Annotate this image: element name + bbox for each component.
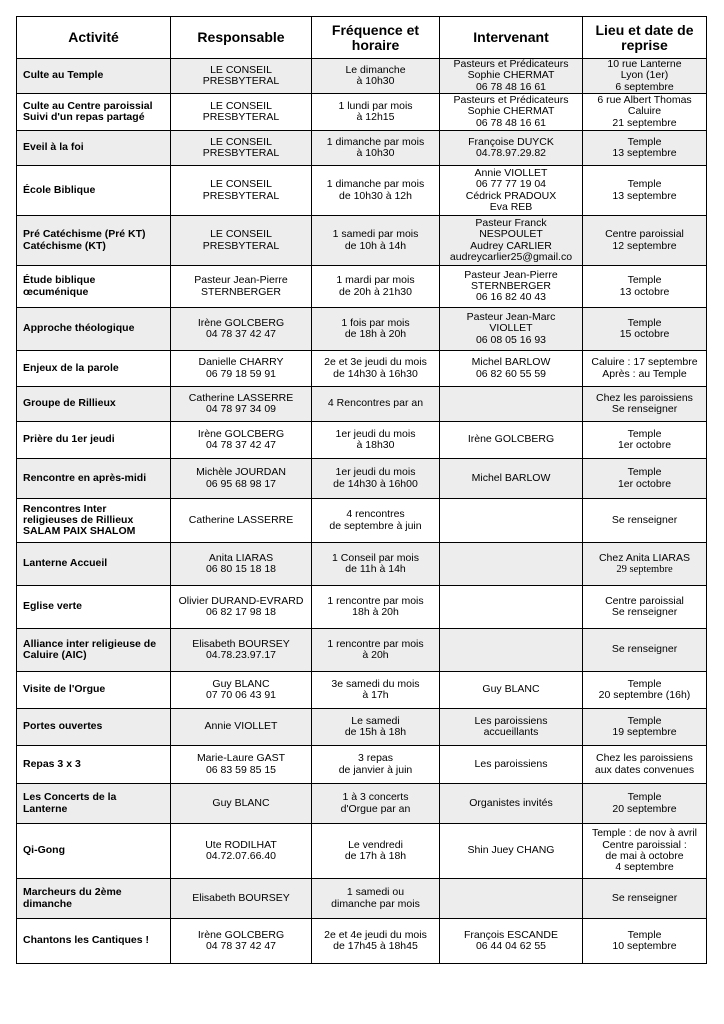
table-row	[17, 59, 707, 94]
cell-activite: Repas 3 x 3	[17, 746, 171, 784]
cell-frequence: 4 Rencontres par an	[312, 387, 440, 422]
schedule-table	[16, 16, 707, 964]
cell-activite: Qi-Gong	[17, 824, 171, 879]
cell-intervenant	[440, 629, 583, 672]
cell-intervenant	[440, 543, 583, 586]
cell-responsable: Marie-Laure GAST 06 83 59 85 15	[171, 746, 312, 784]
table-row	[17, 131, 707, 166]
cell-activite: Visite de l'Orgue	[17, 672, 171, 709]
cell-lieu: Temple 13 octobre	[583, 266, 707, 308]
table-row	[17, 166, 707, 216]
cell-responsable: Irène GOLCBERG 04 78 37 42 47	[171, 422, 312, 459]
cell-responsable: LE CONSEIL PRESBYTERAL	[171, 166, 312, 216]
table-row	[17, 586, 707, 629]
table-row	[17, 387, 707, 422]
cell-intervenant: Françoise DUYCK 04.78.97.29.82	[440, 131, 583, 166]
table-row	[17, 308, 707, 351]
cell-intervenant: Pasteurs et Prédicateurs Sophie CHERMAT 06 78 48 16 61	[440, 59, 583, 94]
cell-activite: Approche théologique	[17, 308, 171, 351]
cell-lieu: Centre paroissial 12 septembre	[583, 216, 707, 266]
table-row	[17, 543, 707, 586]
cell-frequence: 3 repas de janvier à juin	[312, 746, 440, 784]
cell-lieu: Se renseigner	[583, 499, 707, 543]
table-row	[17, 919, 707, 964]
header-intervenant: Intervenant	[440, 17, 583, 59]
cell-frequence: 1 rencontre par mois 18h à 20h	[312, 586, 440, 629]
cell-frequence: 1er jeudi du mois à 18h30	[312, 422, 440, 459]
cell-lieu: Temple 10 septembre	[583, 919, 707, 964]
lieu-date-serif: 29 septembre	[616, 564, 673, 575]
cell-activite: Eveil à la foi	[17, 131, 171, 166]
cell-intervenant: Pasteurs et Prédicateurs Sophie CHERMAT 06 78 48 16 61	[440, 94, 583, 131]
cell-responsable: Danielle CHARRY 06 79 18 59 91	[171, 351, 312, 387]
cell-intervenant	[440, 387, 583, 422]
cell-frequence: 1 dimanche par mois de 10h30 à 12h	[312, 166, 440, 216]
table-row	[17, 499, 707, 543]
cell-activite: École Biblique	[17, 166, 171, 216]
cell-responsable: Pasteur Jean-Pierre STERNBERGER	[171, 266, 312, 308]
table-row	[17, 784, 707, 824]
header-lieu: Lieu et date de reprise	[583, 17, 707, 59]
table-row	[17, 709, 707, 746]
cell-lieu: Chez Anita LIARAS 29 septembre	[583, 543, 707, 586]
cell-lieu: Temple 1er octobre	[583, 459, 707, 499]
table-row	[17, 672, 707, 709]
cell-activite: Alliance inter religieuse de Caluire (AIC)	[17, 629, 171, 672]
cell-frequence: 1 dimanche par mois à 10h30	[312, 131, 440, 166]
cell-activite: Rencontre en après-midi	[17, 459, 171, 499]
cell-lieu: Temple 19 septembre	[583, 709, 707, 746]
cell-lieu: 10 rue Lanterne Lyon (1er) 6 septembre	[583, 59, 707, 94]
cell-frequence: 1 mardi par mois de 20h à 21h30	[312, 266, 440, 308]
cell-lieu: Temple 15 octobre	[583, 308, 707, 351]
cell-responsable: LE CONSEIL PRESBYTERAL	[171, 94, 312, 131]
cell-responsable: Ute RODILHAT 04.72.07.66.40	[171, 824, 312, 879]
cell-frequence: 1 samedi ou dimanche par mois	[312, 879, 440, 919]
table-row	[17, 746, 707, 784]
cell-frequence: 1 Conseil par mois de 11h à 14h	[312, 543, 440, 586]
cell-intervenant: François ESCANDE 06 44 04 62 55	[440, 919, 583, 964]
cell-responsable: Catherine LASSERRE	[171, 499, 312, 543]
cell-frequence: 1 rencontre par mois à 20h	[312, 629, 440, 672]
cell-activite: Étude biblique œcuménique	[17, 266, 171, 308]
cell-responsable: Anita LIARAS 06 80 15 18 18	[171, 543, 312, 586]
cell-frequence: 2e et 3e jeudi du mois de 14h30 à 16h30	[312, 351, 440, 387]
cell-responsable: Irène GOLCBERG 04 78 37 42 47	[171, 308, 312, 351]
table-row	[17, 459, 707, 499]
cell-intervenant: Michel BARLOW	[440, 459, 583, 499]
header-frequence: Fréquence et horaire	[312, 17, 440, 59]
cell-intervenant: Guy BLANC	[440, 672, 583, 709]
cell-frequence: Le vendredi de 17h à 18h	[312, 824, 440, 879]
cell-lieu: Chez les paroissiens aux dates convenues	[583, 746, 707, 784]
cell-frequence: 2e et 4e jeudi du mois de 17h45 à 18h45	[312, 919, 440, 964]
cell-responsable: Catherine LASSERRE 04 78 97 34 09	[171, 387, 312, 422]
cell-lieu: Temple 20 septembre	[583, 784, 707, 824]
cell-lieu: Caluire : 17 septembre Après : au Temple	[583, 351, 707, 387]
cell-frequence: 1 à 3 concerts d'Orgue par an	[312, 784, 440, 824]
cell-lieu: Temple 20 septembre (16h)	[583, 672, 707, 709]
cell-lieu: Se renseigner	[583, 629, 707, 672]
cell-intervenant: Irène GOLCBERG	[440, 422, 583, 459]
table-row	[17, 879, 707, 919]
cell-responsable: Michèle JOURDAN 06 95 68 98 17	[171, 459, 312, 499]
cell-frequence: 1 lundi par mois à 12h15	[312, 94, 440, 131]
cell-lieu: Temple : de nov à avril Centre paroissial : de mai à octobre 4 septembre	[583, 824, 707, 879]
cell-lieu: Se renseigner	[583, 879, 707, 919]
cell-frequence: 1er jeudi du mois de 14h30 à 16h00	[312, 459, 440, 499]
cell-lieu: Chez les paroissiens Se renseigner	[583, 387, 707, 422]
cell-responsable: LE CONSEIL PRESBYTERAL	[171, 59, 312, 94]
cell-intervenant	[440, 586, 583, 629]
table-row	[17, 94, 707, 131]
cell-responsable: Annie VIOLLET	[171, 709, 312, 746]
cell-lieu: Temple 13 septembre	[583, 166, 707, 216]
table-row	[17, 266, 707, 308]
cell-responsable: LE CONSEIL PRESBYTERAL	[171, 216, 312, 266]
cell-activite: Culte au Centre paroissial Suivi d'un repas partagé	[17, 94, 171, 131]
cell-lieu: Temple 13 septembre	[583, 131, 707, 166]
cell-frequence: 4 rencontres de septembre à juin	[312, 499, 440, 543]
cell-lieu: Temple 1er octobre	[583, 422, 707, 459]
header-responsable: Responsable	[171, 17, 312, 59]
cell-responsable: Guy BLANC 07 70 06 43 91	[171, 672, 312, 709]
cell-frequence: 3e samedi du mois à 17h	[312, 672, 440, 709]
cell-responsable: LE CONSEIL PRESBYTERAL	[171, 131, 312, 166]
cell-activite: Lanterne Accueil	[17, 543, 171, 586]
cell-frequence: 1 fois par mois de 18h à 20h	[312, 308, 440, 351]
header-activite: Activité	[17, 17, 171, 59]
cell-activite: Rencontres Inter religieuses de Rillieux SALAM PAIX SHALOM	[17, 499, 171, 543]
cell-intervenant: Les paroissiens accueillants	[440, 709, 583, 746]
cell-lieu: Centre paroissial Se renseigner	[583, 586, 707, 629]
cell-intervenant: Pasteur Franck NESPOULET Audrey CARLIER audreycarlier25@gmail.co	[440, 216, 583, 266]
cell-activite: Prière du 1er jeudi	[17, 422, 171, 459]
cell-responsable: Elisabeth BOURSEY 04.78.23.97.17	[171, 629, 312, 672]
table-row	[17, 216, 707, 266]
cell-frequence: Le samedi de 15h à 18h	[312, 709, 440, 746]
cell-responsable: Guy BLANC	[171, 784, 312, 824]
cell-intervenant: Pasteur Jean-Pierre STERNBERGER 06 16 82 40 43	[440, 266, 583, 308]
cell-activite: Enjeux de la parole	[17, 351, 171, 387]
cell-activite: Groupe de Rillieux	[17, 387, 171, 422]
cell-intervenant	[440, 499, 583, 543]
cell-intervenant: Annie VIOLLET 06 77 77 19 04 Cédrick PRADOUX Eva REB	[440, 166, 583, 216]
cell-intervenant: Les paroissiens	[440, 746, 583, 784]
cell-intervenant: Michel BARLOW 06 82 60 55 59	[440, 351, 583, 387]
cell-frequence: Le dimanche à 10h30	[312, 59, 440, 94]
table-row	[17, 351, 707, 387]
cell-intervenant: Organistes invités	[440, 784, 583, 824]
cell-activite: Chantons les Cantiques !	[17, 919, 171, 964]
cell-responsable: Olivier DURAND-EVRARD 06 82 17 98 18	[171, 586, 312, 629]
cell-activite: Pré Catéchisme (Pré KT) Catéchisme (KT)	[17, 216, 171, 266]
header-row	[17, 17, 707, 59]
cell-responsable: Elisabeth BOURSEY	[171, 879, 312, 919]
cell-lieu: 6 rue Albert Thomas Caluire 21 septembre	[583, 94, 707, 131]
cell-activite: Eglise verte	[17, 586, 171, 629]
cell-intervenant	[440, 879, 583, 919]
table-row	[17, 824, 707, 879]
cell-frequence: 1 samedi par mois de 10h à 14h	[312, 216, 440, 266]
cell-activite: Les Concerts de la Lanterne	[17, 784, 171, 824]
cell-intervenant: Pasteur Jean-Marc VIOLLET 06 08 05 16 93	[440, 308, 583, 351]
cell-activite: Portes ouvertes	[17, 709, 171, 746]
cell-responsable: Irène GOLCBERG 04 78 37 42 47	[171, 919, 312, 964]
cell-activite: Marcheurs du 2ème dimanche	[17, 879, 171, 919]
cell-intervenant: Shin Juey CHANG	[440, 824, 583, 879]
table-row	[17, 422, 707, 459]
cell-activite: Culte au Temple	[17, 59, 171, 94]
table-row	[17, 629, 707, 672]
